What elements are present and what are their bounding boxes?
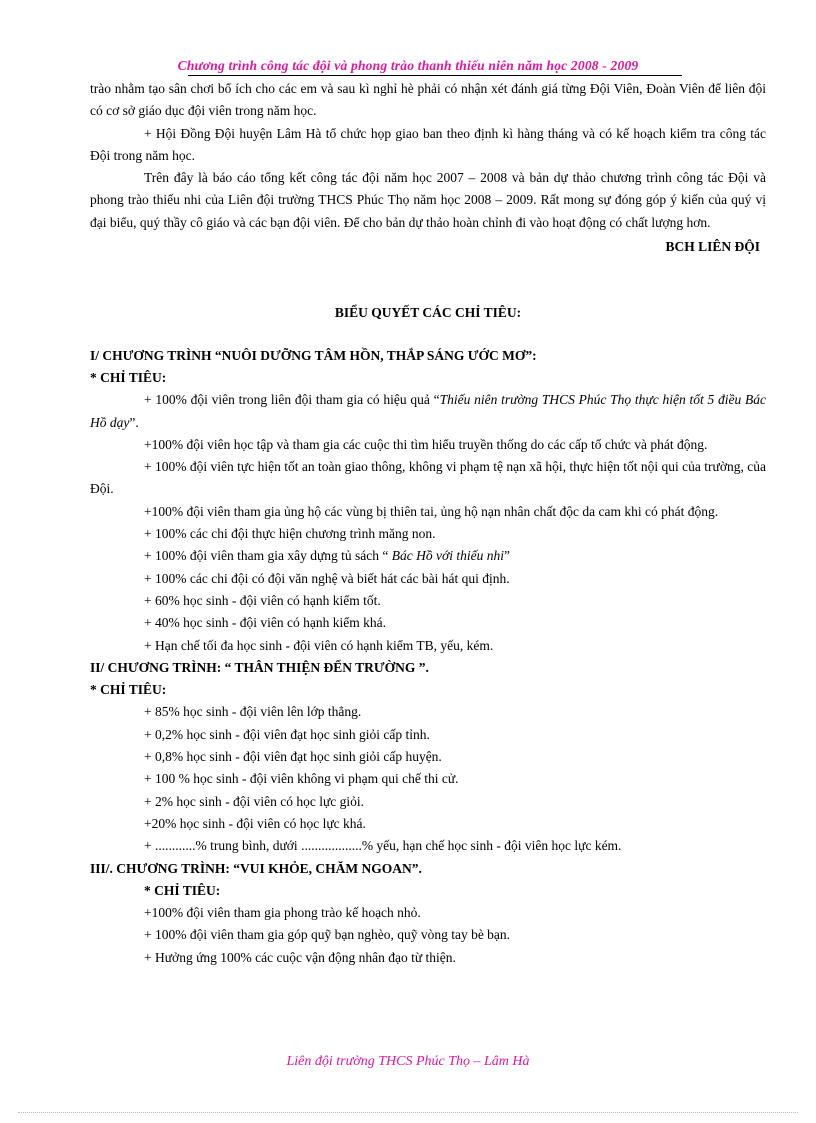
- list-item: +20% học sinh - đội viên có học lực khá.: [144, 815, 366, 831]
- list-item: + ............% trung bình, dưới ..................% yếu, hạn chế học sinh - đội viên học lực kém.: [144, 838, 622, 854]
- list-item: +100% đội viên tham gia ủng hộ các vùng bị thiên tai, ủng hộ nạn nhân chất độc da cam khi có phát động.: [144, 503, 719, 519]
- list-item: + 100% đội viên tham gia góp quỹ bạn nghèo, quỹ vòng tay bè bạn.: [144, 927, 511, 943]
- list-item-text: + 100% đội viên trong liên đội tham gia có hiệu quả “: [144, 392, 440, 408]
- list-item: +100% đội viên tham gia phong trào kế hoạch nhỏ.: [144, 905, 421, 921]
- list-item-italic: Bác Hồ với thiếu nhi: [391, 548, 504, 564]
- page-header: Chương trình công tác đội và phong trào thanh thiếu niên năm học 2008 - 2009: [177, 58, 639, 73]
- intro-paragraph-1: trào nhằm tạo sân chơi bổ ích cho các em và sau kì nghỉ hè phải có nhận xét đánh giá từng Đội Viên, Đoàn Viên để liên đội có cơ sở giáo dục đội viên trong năm học.: [90, 81, 766, 119]
- list-item: +100% đội viên học tập và tham gia các cuộc thi tìm hiểu truyền thống do các cấp tổ chức và phát động.: [144, 436, 708, 452]
- list-item: + Hạn chế tối đa học sinh - đội viên có hạnh kiểm TB, yếu, kém.: [144, 637, 494, 653]
- intro-paragraph-2: + Hội Đồng Đội huyện Lâm Hà tổ chức họp giao ban theo định kì hàng tháng và có kế hoạch kiểm tra công tác Đội trong năm học.: [90, 125, 766, 163]
- list-item-text: ”: [503, 548, 510, 564]
- header-rule: [188, 75, 682, 76]
- list-item-italic: Thiếu niên trường THCS Phúc Thọ thực hiện tốt 5 điều Bác Hồ dạy: [90, 392, 766, 430]
- list-item: + 100% các chi đội có đội văn nghệ và biết hát các bài hát qui định.: [144, 570, 510, 586]
- section-title: BIỂU QUYẾT CÁC CHỈ TIÊU:: [334, 305, 522, 321]
- list-item: + 85% học sinh - đội viên lên lớp thẳng.: [144, 704, 362, 720]
- page-footer: Liên đội trường THCS Phúc Thọ – Lâm Hà: [286, 1054, 530, 1069]
- list-item: + 100% đội viên tực hiện tốt an toàn giao thông, không vi phạm tệ nạn xã hội, thực hiện tốt nội qui của trường, của Đội.: [90, 459, 766, 497]
- section3-subheading: * CHỈ TIÊU:: [144, 882, 221, 898]
- intro-paragraph-3: Trên đây là báo cáo tổng kết công tác đội năm học 2007 – 2008 và bản dự thảo chương trình công tác Đội và phong trào thiếu nhi của Liên đội trường THCS Phúc Thọ năm học 2008 – 2009. Rất mong sự đóng góp ý kiến của quý vị đại biểu, quý thầy cô giáo và các bạn đội viên. Để cho bản dự thảo hoàn chỉnh đi vào hoạt động có chất lượng hơn.: [90, 170, 766, 230]
- section1-subheading: * CHỈ TIÊU:: [90, 369, 167, 385]
- list-item-text: ”.: [129, 414, 139, 430]
- list-item: [90, 389, 766, 434]
- list-item: + 2% học sinh - đội viên có học lực giỏi.: [144, 793, 365, 809]
- list-item: [90, 545, 766, 567]
- signature: BCH LIÊN ĐỘI: [665, 239, 760, 255]
- section2-subheading: * CHỈ TIÊU:: [90, 682, 167, 698]
- list-item: + 100 % học sinh - đội viên không vi phạm qui chế thi cử.: [144, 771, 459, 787]
- list-item: + 100% các chi đội thực hiện chương trình măng non.: [144, 526, 436, 542]
- footer-divider: [18, 1112, 798, 1113]
- list-item-text: + 100% đội viên tham gia xây dựng tủ sách “: [144, 548, 392, 564]
- list-item: + 40% học sinh - đội viên có hạnh kiểm khá.: [144, 615, 386, 631]
- list-item: + 0,2% học sinh - đội viên đạt học sinh giỏi cấp tỉnh.: [144, 726, 430, 742]
- section1-heading: I/ CHƯƠNG TRÌNH “NUÔI DƯỠNG TÂM HỒN, THẮP SÁNG ƯỚC MƠ”:: [90, 347, 537, 363]
- section3-heading: III/. CHƯƠNG TRÌNH: “VUI KHỎE, CHĂM NGOAN”.: [90, 860, 422, 876]
- list-item: + 60% học sinh - đội viên có hạnh kiểm tốt.: [144, 592, 381, 608]
- document-body: [90, 78, 766, 969]
- list-item: + 0,8% học sinh - đội viên đạt học sinh giỏi cấp huyện.: [144, 749, 442, 765]
- list-item: + Hưởng ứng 100% các cuộc vận động nhân đạo từ thiện.: [144, 949, 456, 965]
- section2-heading: II/ CHƯƠNG TRÌNH: “ THÂN THIỆN ĐẾN TRƯỜNG ”.: [90, 659, 429, 675]
